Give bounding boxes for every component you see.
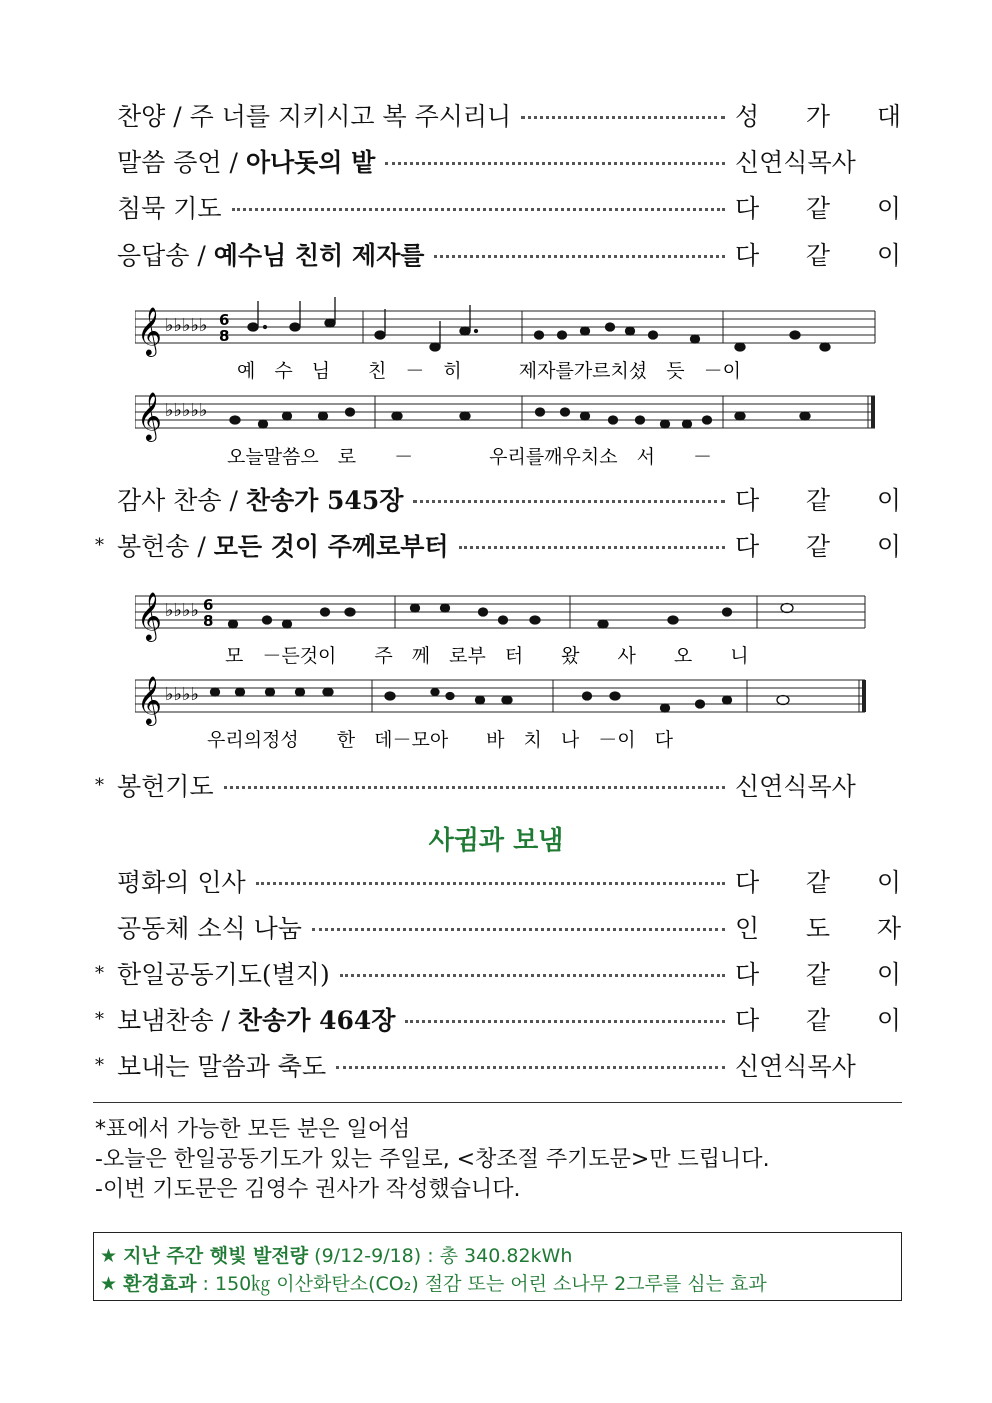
solar-power-box [93, 1232, 902, 1301]
leader-dots [232, 208, 725, 211]
order-leader: 신연식목사 [735, 148, 856, 177]
stand-mark: * [95, 962, 104, 984]
order-item: 봉헌송 / [117, 532, 214, 561]
order-item: 찬양 / 주 너를 지키시고 복 주시리니 [117, 102, 512, 131]
leader-dots [434, 255, 725, 258]
treble-clef-icon: 𝄞 [137, 306, 162, 355]
order-leader: 다 같 이 [735, 1006, 901, 1035]
closing-row-benediction [95, 1048, 901, 1082]
lyrics-line-2: 오늘말씀으 로 － 우리를깨우치소 서 － [227, 446, 712, 468]
lyrics-line-3: 모 －든것이 주 께 로부 터 왔 사 오 니 [225, 645, 749, 667]
staff-2 [135, 396, 875, 428]
order-item: 말씀 증언 / [117, 148, 246, 177]
leader-dots [413, 500, 725, 503]
order-item: 보냄찬송 / [117, 1006, 238, 1035]
key-signature-flats: ♭♭♭♭ [165, 684, 199, 705]
leader-dots [459, 546, 725, 549]
closing-row-joint-prayer [95, 956, 901, 990]
solar-label: 지난 주간 햇빛 발전량 [123, 1245, 309, 1267]
lyrics-line-4: 우리의정성 한 데－모아 바 치 나 －이 다 [207, 729, 673, 751]
offertory-song-score [135, 580, 880, 760]
order-leader: 다 같 이 [735, 194, 901, 223]
leader-dots [521, 116, 725, 119]
staff-4 [135, 680, 865, 712]
star-icon: ★ [100, 1245, 118, 1267]
order-leader: 다 같 이 [735, 960, 901, 989]
order-leader: 신연식목사 [735, 1052, 856, 1081]
leader-dots [340, 974, 725, 977]
leader-dots [385, 162, 725, 165]
key-signature-flats: ♭♭♭♭ [165, 600, 199, 621]
notes-line-4 [211, 688, 790, 712]
effect-value: : 150㎏ 이산화탄소(CO₂) 절감 또는 어린 소나무 2그루를 심는 효과 [196, 1273, 767, 1295]
time-sig-top: 6 [203, 596, 214, 614]
order-row-offertory: * 봉헌송 / 모든 것이 주께로부터 다 같 이 [95, 528, 901, 562]
order-item: 보내는 말씀과 축도 [117, 1052, 327, 1081]
order-leader: 다 같 이 [735, 868, 901, 897]
notes-line-3 [229, 604, 794, 629]
section-title: 사귐과 보냄 [428, 826, 564, 856]
order-leader: 다 같 이 [735, 241, 901, 270]
order-leader: 성 가 대 [735, 102, 901, 131]
order-item: 평화의 인사 [117, 868, 246, 897]
divider [93, 1102, 902, 1103]
time-sig-bottom: 8 [203, 612, 214, 630]
footnote: -오늘은 한일공동기도가 있는 주일로, <창조절 주기도문>만 드립니다. [95, 1147, 770, 1172]
order-item: 침묵 기도 [117, 194, 222, 223]
lyrics-line-1: 예 수 님 친 － 히 제자를가르치셨 듯 －이 [237, 360, 741, 382]
closing-row-sending-hymn: * 보냄찬송 / 찬송가 464장 다 같 이 [95, 1002, 901, 1036]
order-item: 한일공동기도(별지) [117, 960, 330, 989]
order-item: 공동체 소식 나눔 [117, 914, 302, 943]
leader-dots [336, 1066, 725, 1069]
stand-mark: * [95, 534, 104, 556]
order-row-sermon: 말씀 증언 / 아나돗의 밭 신연식목사 [95, 144, 901, 178]
treble-clef-icon: 𝄞 [137, 675, 162, 724]
order-row-response: 응답송 / 예수님 친히 제자를 다 같 이 [95, 237, 901, 271]
leader-dots [256, 882, 725, 885]
closing-row-news [95, 910, 901, 944]
response-song-score [135, 295, 880, 470]
time-sig-top: 6 [219, 311, 230, 329]
leader-dots [405, 1020, 725, 1023]
order-item: 감사 찬송 / [117, 486, 246, 515]
order-leader: 인 도 자 [735, 914, 901, 943]
treble-clef-icon: 𝄞 [137, 391, 162, 440]
star-icon: ★ [100, 1273, 118, 1295]
footnotes [95, 1115, 770, 1205]
order-row-anthem [95, 98, 901, 132]
staff-1 [135, 311, 875, 343]
order-item: 봉헌기도 [117, 772, 214, 801]
order-leader: 다 같 이 [735, 486, 901, 515]
order-row-thanks-hymn: 감사 찬송 / 찬송가 545장 다 같 이 [95, 482, 901, 516]
closing-row-peace [95, 864, 901, 898]
stand-mark: * [95, 1008, 104, 1030]
key-signature-flats: ♭♭♭♭♭ [165, 315, 208, 336]
effect-label: 환경효과 [123, 1273, 197, 1295]
leader-dots [224, 786, 725, 789]
treble-clef-icon: 𝄞 [137, 591, 162, 640]
key-signature-flats: ♭♭♭♭♭ [165, 400, 208, 421]
order-row-offertory-prayer [95, 768, 901, 802]
leader-dots [312, 928, 725, 931]
footnote: -이번 기도문은 김영수 권사가 작성했습니다. [95, 1177, 521, 1202]
solar-value: (9/12-9/18) : 총 340.82kWh [308, 1245, 573, 1267]
stand-mark: * [95, 1054, 104, 1076]
time-sig-bottom: 8 [219, 327, 230, 345]
order-item: 응답송 / [117, 241, 214, 270]
order-row-silent-prayer [95, 190, 901, 224]
stand-mark: * [95, 774, 104, 796]
order-leader: 신연식목사 [735, 772, 856, 801]
footnote: *표에서 가능한 모든 분은 일어섬 [95, 1117, 411, 1142]
order-leader: 다 같 이 [735, 532, 901, 561]
